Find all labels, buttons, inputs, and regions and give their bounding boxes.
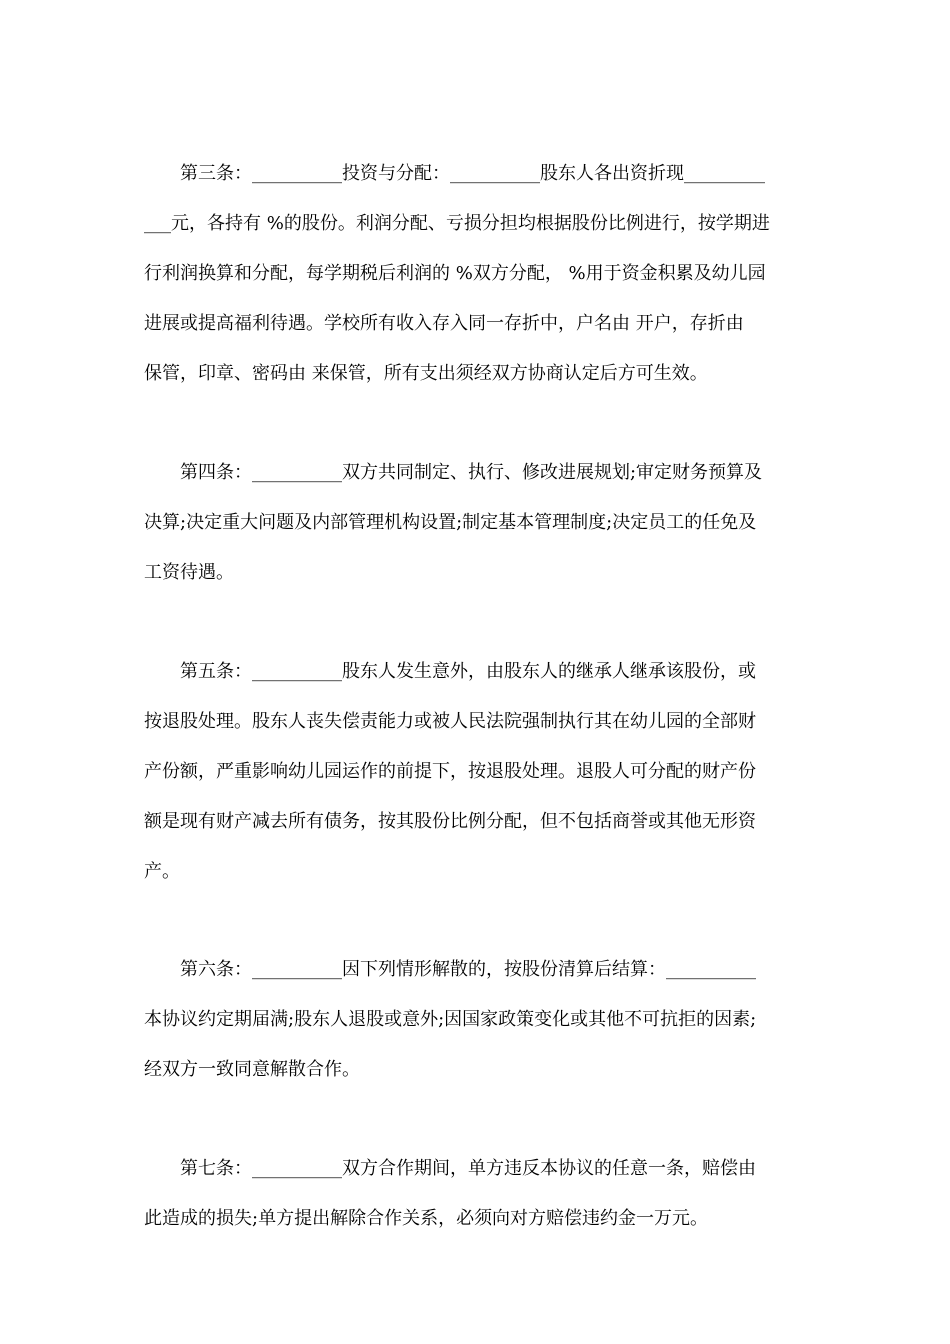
article-3-line-2: ___元，各持有 %的股份。利润分配、亏损分担均根据股份比例进行，按学期进 [144,213,770,234]
article-5-line-5: 产。 [144,861,180,882]
article-6-line-3: 经双方一致同意解散合作。 [144,1059,360,1080]
article-5-line-4: 额是现有财产减去所有债务，按其股份比例分配，但不包括商誉或其他无形资 [144,811,756,832]
article-3-line-4: 进展或提高福利待遇。学校所有收入存入同一存折中，户名由 开户，存折由 [144,313,744,334]
article-7-line-1: 第七条：__________双方合作期间，单方违反本协议的任意一条，赔偿由 [180,1158,756,1179]
article-3-line-1: 第三条：__________投资与分配：__________股东人各出资折现_________ [180,163,765,184]
article-3-line-5: 保管，印章、密码由 来保管，所有支出须经双方协商认定后方可生效。 [144,363,708,384]
article-6-line-2: 本协议约定期届满;股东人退股或意外;因国家政策变化或其他不可抗拒的因素; [144,1009,757,1030]
article-5-line-1: 第五条：__________股东人发生意外，由股东人的继承人继承该股份，或 [180,661,756,682]
article-7-line-2: 此造成的损失;单方提出解除合作关系，必须向对方赔偿违约金一万元。 [144,1208,709,1229]
article-6-line-1: 第六条：__________因下列情形解散的，按股份清算后结算：__________ [180,959,756,980]
article-4-line-3: 工资待遇。 [144,562,234,583]
article-4-line-2: 决算;决定重大问题及内部管理机构设置;制定基本管理制度;决定员工的任免及 [144,512,757,533]
article-5-line-3: 产份额，严重影响幼儿园运作的前提下，按退股处理。退股人可分配的财产份 [144,761,756,782]
article-3-line-3: 行利润换算和分配，每学期税后利润的 %双方分配， %用于资金积累及幼儿园 [144,263,766,284]
article-5-line-2: 按退股处理。股东人丧失偿责能力或被人民法院强制执行其在幼儿园的全部财 [144,711,756,732]
article-4-line-1: 第四条：__________双方共同制定、执行、修改进展规划;审定财务预算及 [180,462,763,483]
